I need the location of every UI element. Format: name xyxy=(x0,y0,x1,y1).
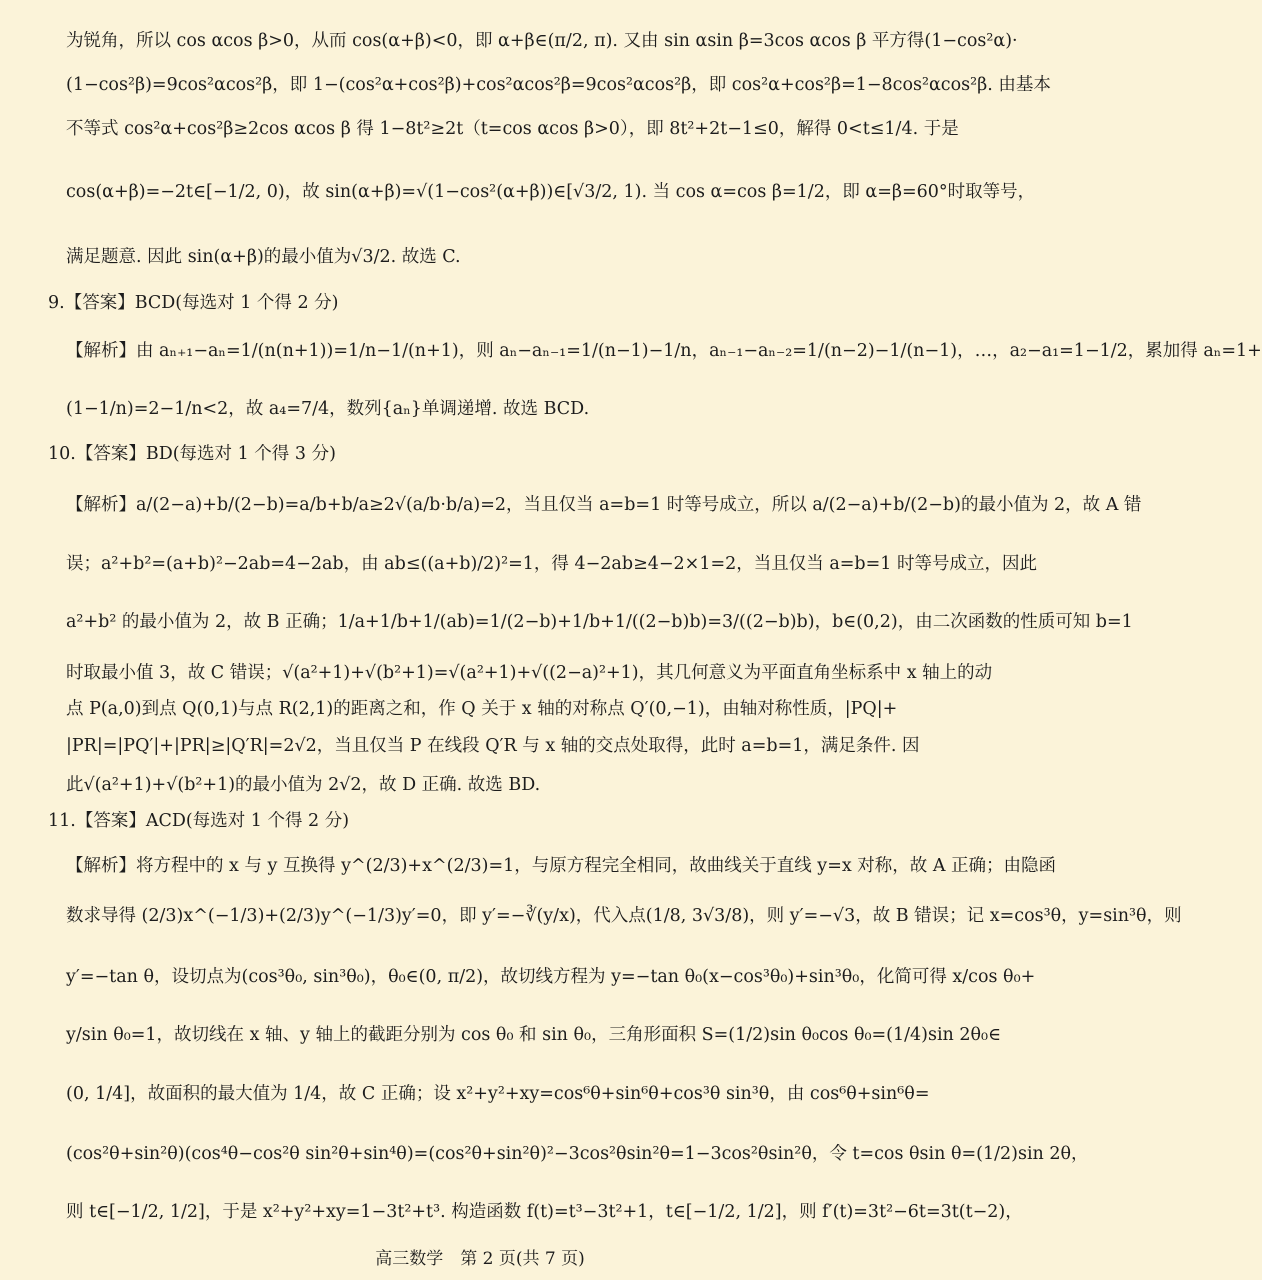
text-line-8: (1−1/n)=2−1/n<2，故 a₄=7/4，数列{aₙ}单调递增. 故选 BCD. xyxy=(66,399,590,419)
text-line-18: 【解析】将方程中的 x 与 y 互换得 y^(2/3)+x^(2/3)=1，与原方程完全相同，故曲线关于直线 y=x 对称，故 A 正确；由隐函 xyxy=(66,856,1057,876)
question-9-answer: 9.【答案】BCD(每选对 1 个得 2 分) xyxy=(48,293,339,313)
page-footer: 高三数学 第 2 页(共 7 页) xyxy=(375,1249,585,1269)
text-line-10: 【解析】a/(2−a)+b/(2−b)=a/b+b/a≥2√(a/b·b/a)=2，当且仅当 a=b=1 时等号成立，所以 a/(2−a)+b/(2−b)的最小值为 2，故 A 错 xyxy=(66,495,1142,515)
text-line-13: 时取最小值 3，故 C 错误；√(a²+1)+√(b²+1)=√(a²+1)+√((2−a)²+1)，其几何意义为平面直角坐标系中 x 轴上的动 xyxy=(66,663,993,683)
text-line-22: (0, 1/4]，故面积的最大值为 1/4，故 C 正确；设 x²+y²+xy=cos⁶θ+sin⁶θ+cos³θ sin³θ，由 cos⁶θ+sin⁶θ= xyxy=(66,1084,930,1104)
text-line-7: 【解析】由 aₙ₊₁−aₙ=1/(n(n+1))=1/n−1/(n+1)，则 aₙ−aₙ₋₁=1/(n−1)−1/n，aₙ₋₁−aₙ₋₂=1/(n−2)−1/(n−1)，…，a₂−a₁=1−1/2，累加得 aₙ=1+ xyxy=(66,341,1262,361)
text-line-14: 点 P(a,0)到点 Q(0,1)与点 R(2,1)的距离之和，作 Q 关于 x 轴的对称点 Q′(0,−1)，由轴对称性质，|PQ|+ xyxy=(66,699,898,719)
question-11-answer: 11.【答案】ACD(每选对 1 个得 2 分) xyxy=(48,811,350,831)
text-line-24: 则 t∈[−1/2, 1/2]，于是 x²+y²+xy=1−3t²+t³. 构造函数 f(t)=t³−3t²+1，t∈[−1/2, 1/2]，则 f′(t)=3t²−6t=3t(t−2)， xyxy=(66,1202,1023,1222)
text-line-11: 误；a²+b²=(a+b)²−2ab=4−2ab，由 ab≤((a+b)/2)²=1，得 4−2ab≥4−2×1=2，当且仅当 a=b=1 时等号成立，因此 xyxy=(66,554,1037,574)
text-line-20: y′=−tan θ，设切点为(cos³θ₀, sin³θ₀)，θ₀∈(0, π/2)，故切线方程为 y=−tan θ₀(x−cos³θ₀)+sin³θ₀，化简可得 x/cos θ₀+ xyxy=(66,967,1036,987)
text-line-21: y/sin θ₀=1，故切线在 x 轴、y 轴上的截距分别为 cos θ₀ 和 sin θ₀，三角形面积 S=(1/2)sin θ₀cos θ₀=(1/4)sin 2θ₀∈ xyxy=(66,1025,1002,1045)
question-10-answer: 10.【答案】BD(每选对 1 个得 3 分) xyxy=(48,444,336,464)
text-line-4: cos(α+β)=−2t∈[−1/2, 0)，故 sin(α+β)=√(1−cos²(α+β))∈[√3/2, 1). 当 cos α=cos β=1/2，即 α=β=60°时取等号， xyxy=(66,182,1036,202)
text-line-23: (cos²θ+sin²θ)(cos⁴θ−cos²θ sin²θ+sin⁴θ)=(cos²θ+sin²θ)²−3cos²θsin²θ=1−3cos²θsin²θ，令 t=cos θsin θ=(1/2)sin 2θ， xyxy=(66,1144,1089,1164)
text-line-19: 数求导得 (2/3)x^(−1/3)+(2/3)y^(−1/3)y′=0，即 y′=−∛(y/x)，代入点(1/8, 3√3/8)，则 y′=−√3，故 B 错误；记 x=cos³θ，y=sin³θ，则 xyxy=(66,906,1182,926)
text-line-12: a²+b² 的最小值为 2，故 B 正确；1/a+1/b+1/(ab)=1/(2−b)+1/b+1/((2−b)b)=3/((2−b)b)，b∈(0,2)，由二次函数的性质可知 b=1 xyxy=(66,612,1133,632)
text-line-3: 不等式 cos²α+cos²β≥2cos αcos β 得 1−8t²≥2t（t=cos αcos β>0），即 8t²+2t−1≤0，解得 0<t≤1/4. 于是 xyxy=(66,119,959,139)
text-line-5: 满足题意. 因此 sin(α+β)的最小值为√3/2. 故选 C. xyxy=(66,247,461,267)
text-line-16: 此√(a²+1)+√(b²+1)的最小值为 2√2，故 D 正确. 故选 BD. xyxy=(66,775,541,795)
text-line-1: 为锐角，所以 cos αcos β>0，从而 cos(α+β)<0，即 α+β∈(π/2, π). 又由 sin αsin β=3cos αcos β 平方得(1−cos²α)· xyxy=(66,31,1018,51)
text-line-2: (1−cos²β)=9cos²αcos²β，即 1−(cos²α+cos²β)+cos²αcos²β=9cos²αcos²β，即 cos²α+cos²β=1−8cos²αcos²β. 由基本 xyxy=(66,75,1051,95)
text-line-15: |PR|=|PQ′|+|PR|≥|Q′R|=2√2，当且仅当 P 在线段 Q′R 与 x 轴的交点处取得，此时 a=b=1，满足条件. 因 xyxy=(66,736,920,756)
